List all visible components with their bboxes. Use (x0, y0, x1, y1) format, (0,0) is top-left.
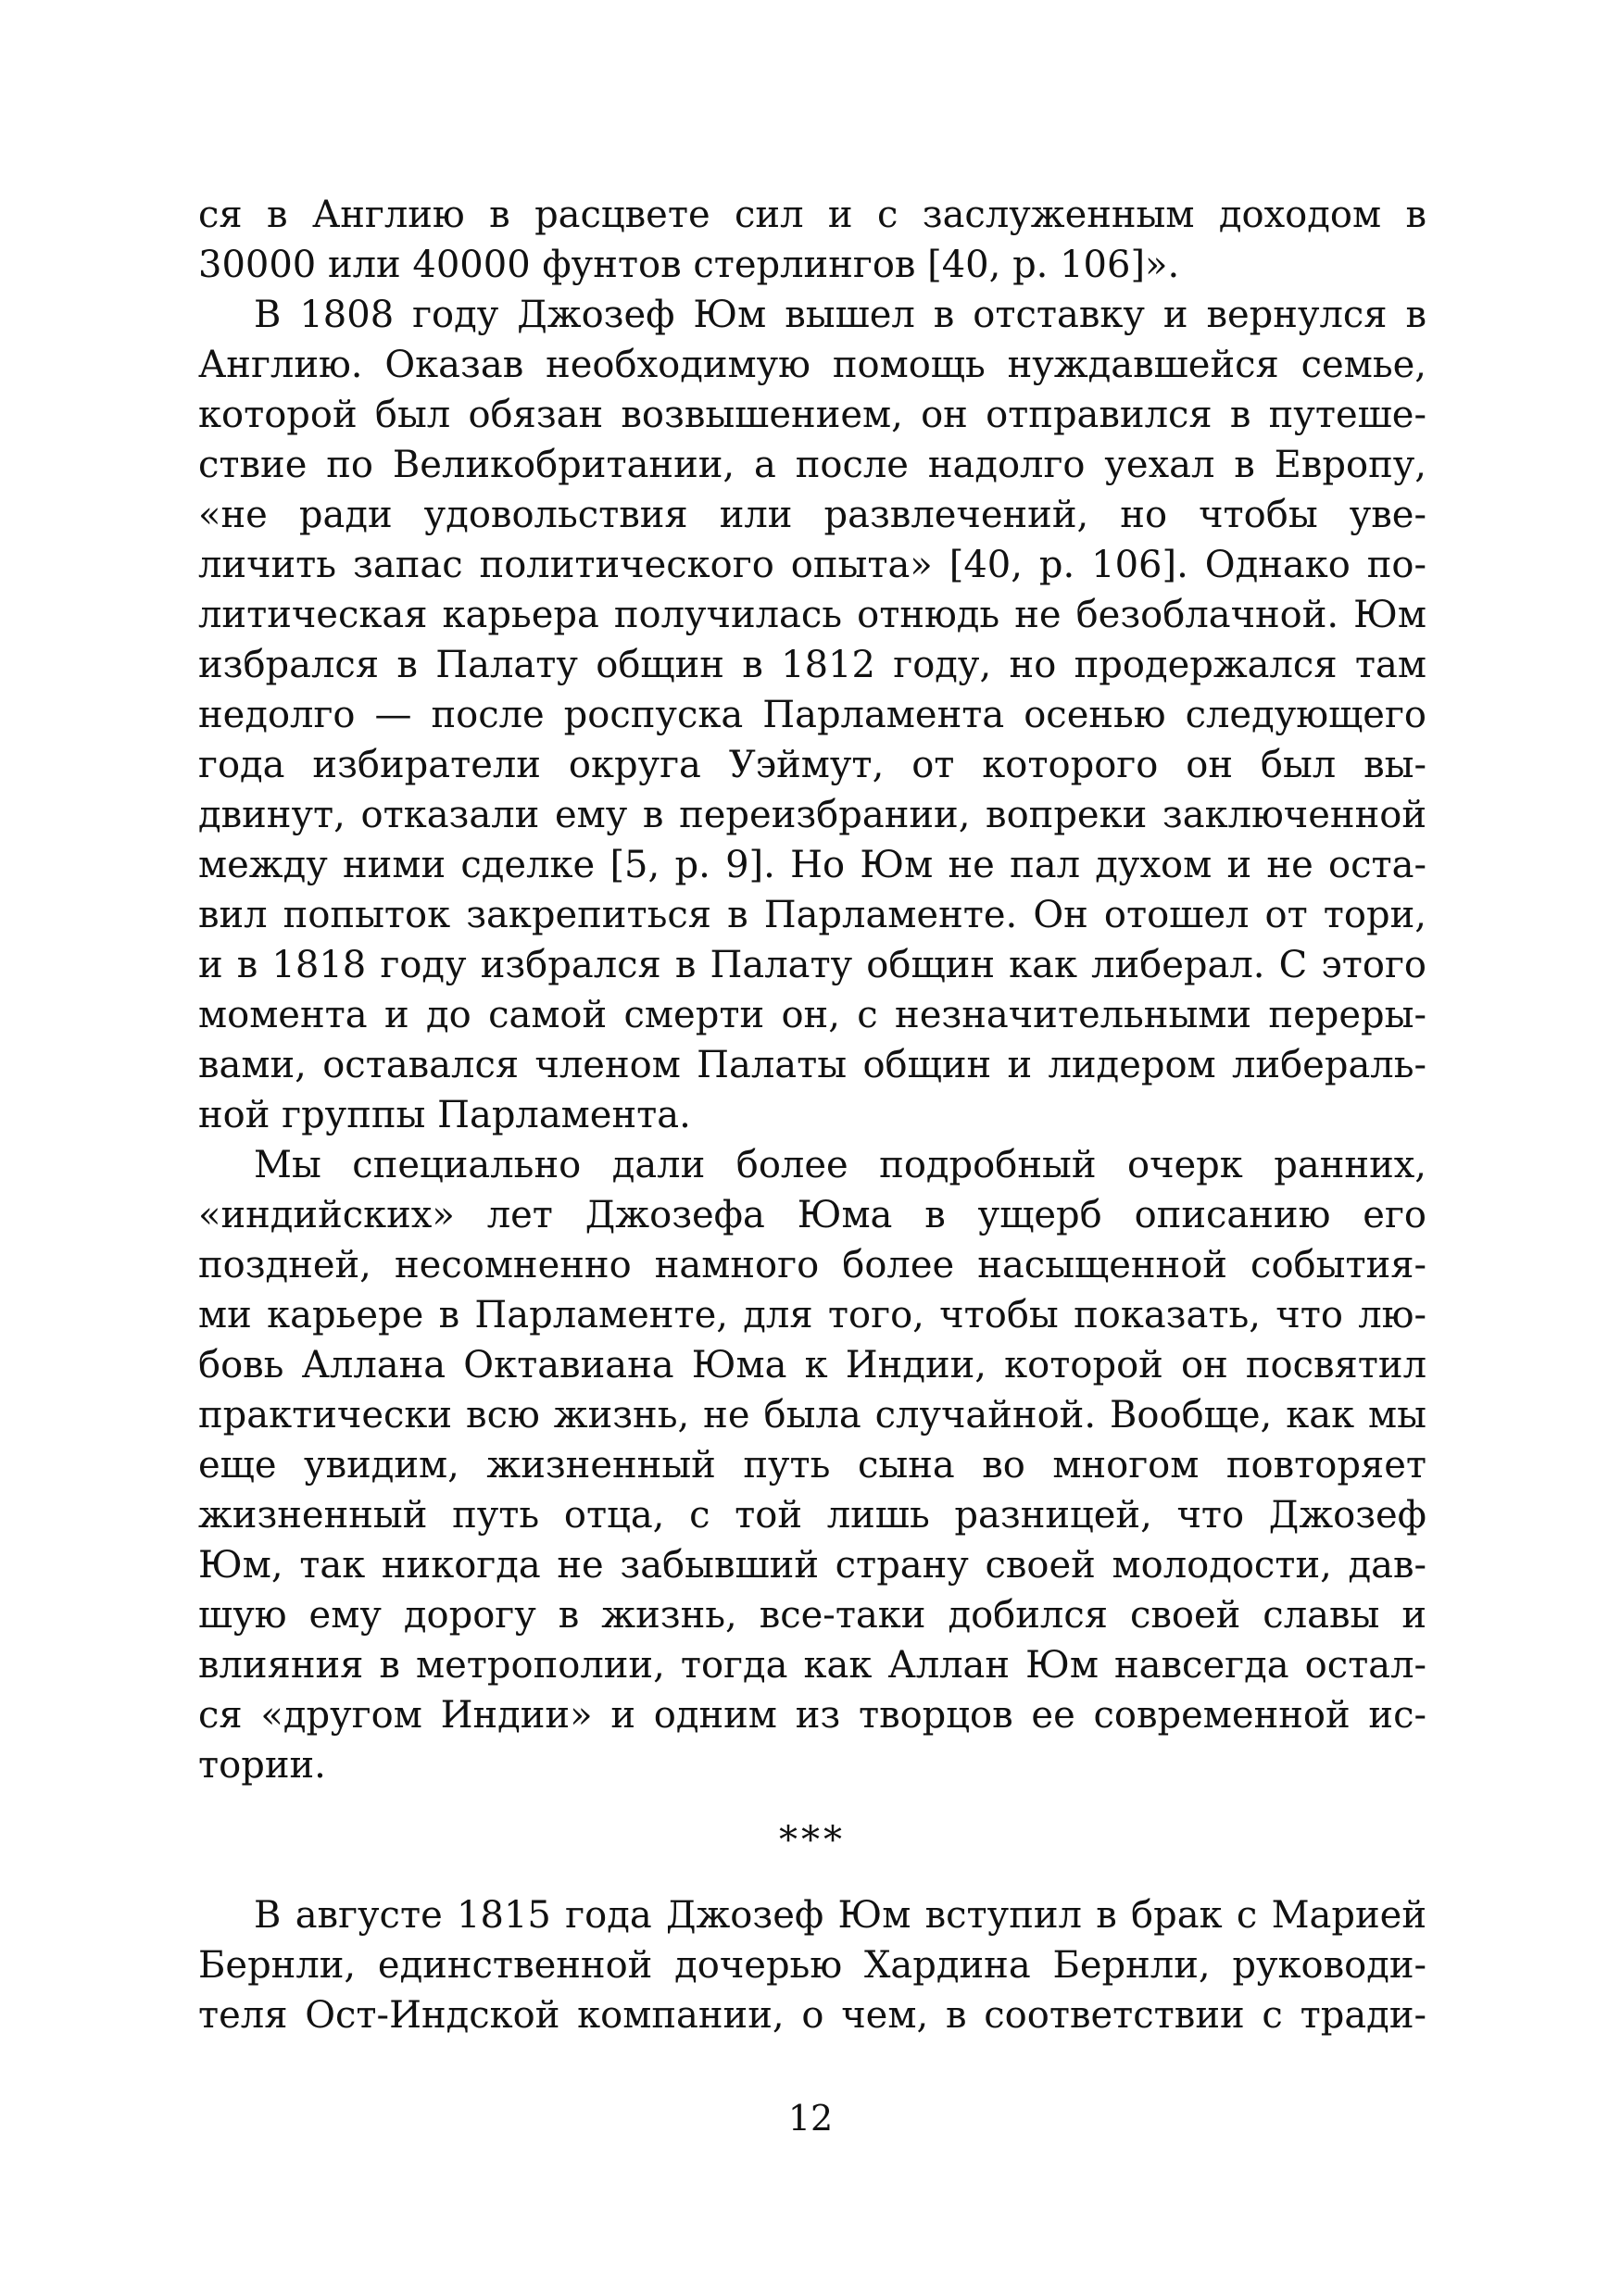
paragraph-4 (198, 1890, 1426, 2040)
text-line: Бернли, единственной дочерью Хардина Бернли, руководи- (198, 1944, 1426, 1987)
text-line: двинут, отказали ему в переизбрании, вопреки заключенной (198, 794, 1426, 836)
text-line: В августе 1815 года Джозеф Юм вступил в брак с Марией (254, 1894, 1426, 1937)
text-line: бовь Аллана Октавиана Юма к Индии, которой он посвятил (198, 1344, 1426, 1386)
text-line: В 1808 году Джозеф Юм вышел в отставку и вернулся в (254, 294, 1426, 336)
text-line: вами, оставался членом Палаты общин и лидером либераль- (198, 1044, 1426, 1086)
text-line: Англию. Оказав необходимую помощь нуждавшейся семье, (198, 344, 1426, 386)
text-line: и в 1818 году избрался в Палату общин как либерал. С этого (198, 944, 1426, 986)
text-line: ной группы Парламента. (198, 1094, 691, 1136)
text-line: «индийских» лет Джозефа Юма в ущерб описанию его (198, 1194, 1426, 1236)
text-line: избрался в Палату общин в 1812 году, но продержался там (198, 644, 1426, 686)
text-line: ся в Англию в расцвете сил и с заслуженным доходом в (198, 194, 1426, 236)
text-line: которой был обязан возвышением, он отправился в путеше- (198, 394, 1426, 436)
text-line: 30000 или 40000 фунтов стерлингов [40, p. 106]». (198, 244, 1180, 286)
text-line: теля Ост-Индской компании, о чем, в соответствии с тради- (198, 1994, 1426, 2037)
text-line: практически всю жизнь, не была случайной. Вообще, как мы (198, 1394, 1426, 1437)
text-line: момента и до самой смерти он, с незначительными переры- (198, 994, 1426, 1036)
section-separator: *** (779, 1819, 846, 1862)
text-line: вил попыток закрепиться в Парламенте. Он отошел от тори, (198, 894, 1426, 936)
text-line: влияния в метрополии, тогда как Аллан Юм навсегда остал- (198, 1644, 1426, 1687)
text-line: шую ему дорогу в жизнь, все-таки добился своей славы и (198, 1594, 1426, 1637)
text-line: «не ради удовольствия или развлечений, но чтобы уве- (198, 494, 1426, 536)
text-line: еще увидим, жизненный путь сына во многом повторяет (198, 1444, 1426, 1487)
paragraph-2 (198, 290, 1426, 1140)
text-line: Юм, так никогда не забывший страну своей молодости, дав- (198, 1544, 1426, 1587)
page-number: 12 (787, 2098, 834, 2139)
text-line: года избиратели округа Уэймут, от которого он был вы- (198, 744, 1426, 786)
text-line: личить запас политического опыта» [40, p. 106]. Однако по- (198, 544, 1426, 586)
text-line: тории. (198, 1744, 326, 1787)
text-line: недолго — после роспуска Парламента осенью следующего (198, 694, 1426, 736)
text-line: поздней, несомненно намного более насыщенной события- (198, 1244, 1426, 1286)
paragraph-3 (198, 1140, 1426, 1790)
text-line: литическая карьера получилась отнюдь не безоблачной. Юм (198, 594, 1426, 636)
text-line: жизненный путь отца, с той лишь разницей, что Джозеф (198, 1494, 1426, 1537)
paragraph-1 (198, 190, 1426, 290)
text-line: ствие по Великобритании, а после надолго уехал в Европу, (198, 444, 1426, 486)
text-line: между ними сделке [5, p. 9]. Но Юм не пал духом и не оста- (198, 844, 1426, 886)
text-line: ми карьере в Парламенте, для того, чтобы показать, что лю- (198, 1294, 1426, 1336)
body-text (198, 190, 1426, 2040)
text-line: Мы специально дали более подробный очерк ранних, (254, 1144, 1426, 1186)
text-line: ся «другом Индии» и одним из творцов ее современной ис- (198, 1694, 1426, 1737)
